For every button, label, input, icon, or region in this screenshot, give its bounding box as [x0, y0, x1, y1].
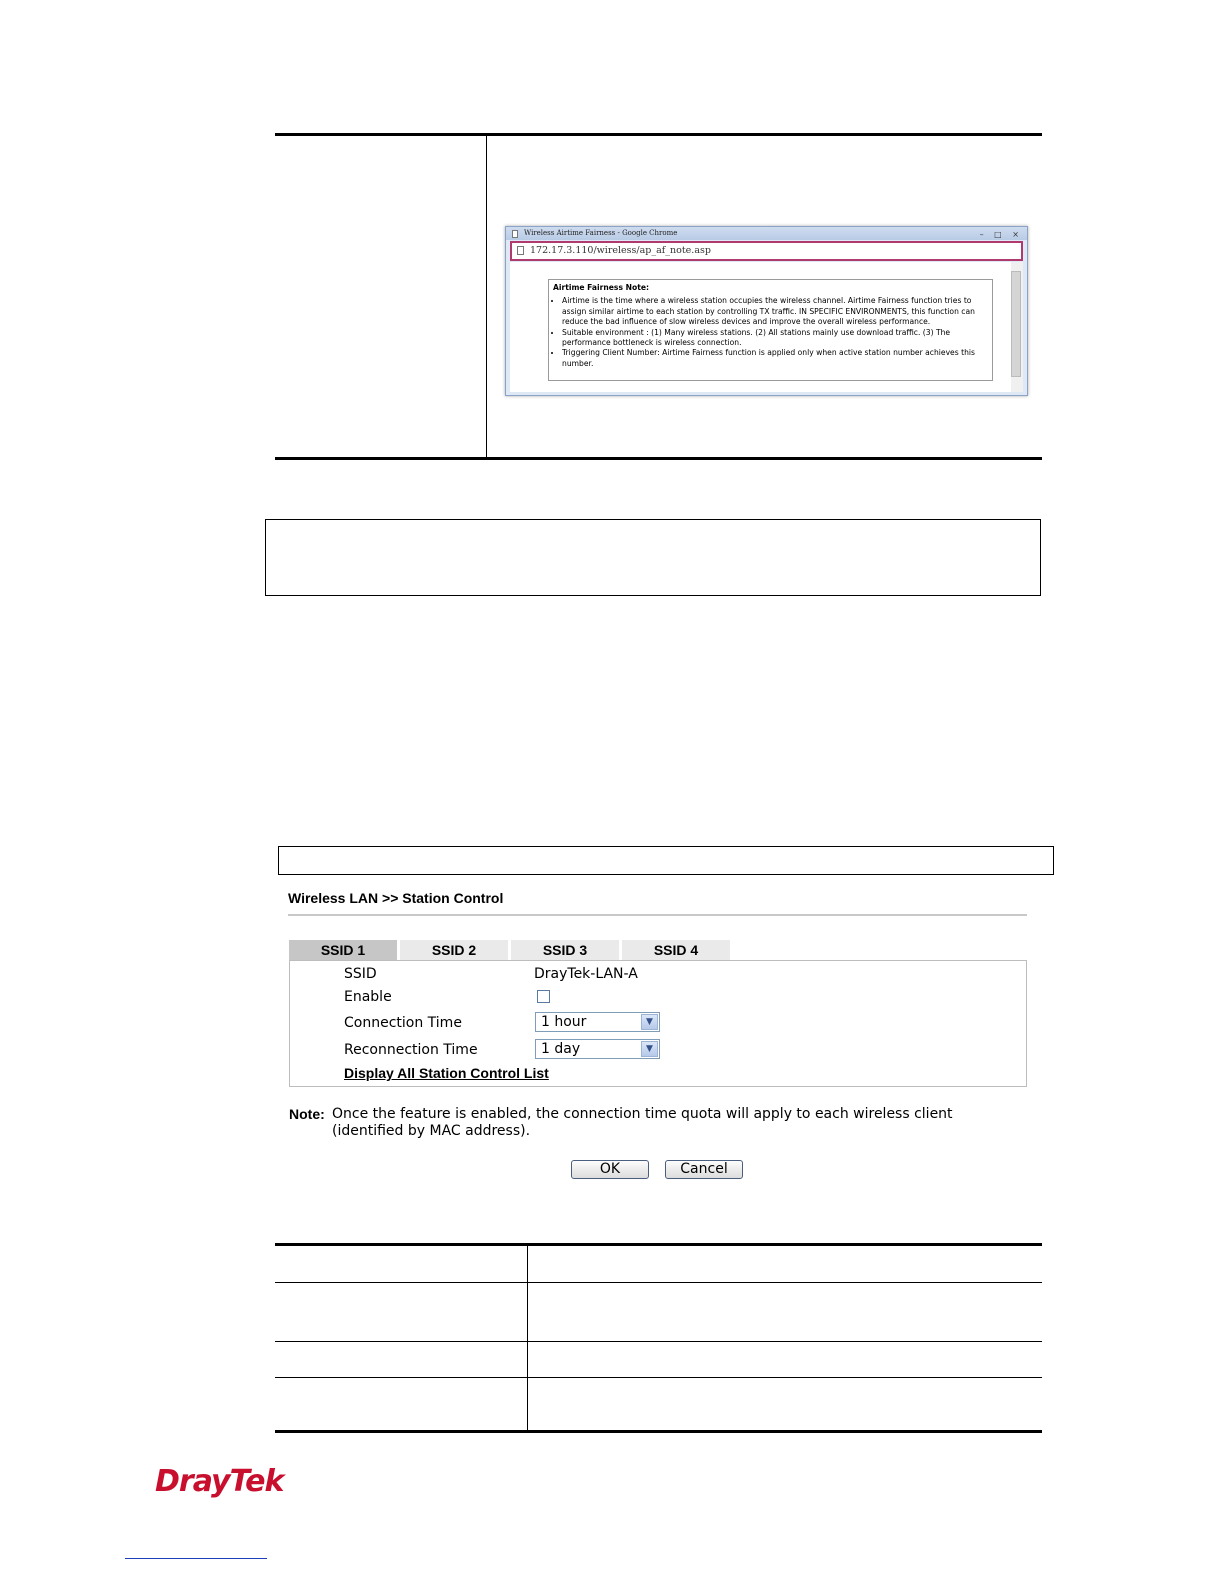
note-text: Once the feature is enabled, the connection time quota will apply to each wireless client (identified by MAC address).: [332, 1106, 953, 1139]
caption-frame: [278, 846, 1054, 875]
connection-time-select[interactable]: [535, 1012, 660, 1032]
draytek-logo: DrayTek: [155, 1464, 284, 1499]
reconnection-time-select[interactable]: [535, 1039, 660, 1059]
chevron-down-icon[interactable]: ▼: [641, 1041, 658, 1057]
address-bar[interactable]: [510, 241, 1023, 261]
enable-checkbox[interactable]: [537, 990, 550, 1003]
reconnection-time-value: 1 day: [541, 1041, 581, 1057]
reconnection-time-label: Reconnection Time: [344, 1042, 478, 1058]
table-column-divider: [486, 136, 487, 457]
breadcrumb: Wireless LAN >> Station Control: [288, 890, 504, 906]
scrollbar[interactable]: [1011, 271, 1021, 377]
table-column-divider: [527, 1246, 528, 1430]
tab-ssid-3[interactable]: SSID 3: [511, 940, 619, 961]
divider: [288, 914, 1027, 916]
page-icon: [512, 230, 518, 238]
list-item: • Airtime is the time where a wireless station occupies the wireless channel. Airtime Fairness function tries to assign similar airtime to each station by controlling TX traffic. IN SPECIFIC ENVIRONMENTS, this function can reduce the bad influence of slow wireless devices and improve the overall wireless performance.: [562, 296, 988, 327]
tab-ssid-2[interactable]: SSID 2: [400, 940, 508, 961]
ssid-value: DrayTek-LAN-A: [534, 966, 638, 982]
footer-link-underline: [125, 1558, 267, 1559]
window-controls[interactable]: – □ ×: [979, 230, 1023, 239]
popup-window-title: Wireless Airtime Fairness - Google Chrome: [524, 229, 678, 237]
display-station-list-link[interactable]: Display All Station Control List: [344, 1065, 549, 1081]
airtime-fairness-popup-window: [505, 226, 1028, 396]
note-title: Airtime Fairness Note:: [553, 283, 650, 292]
popup-content: [510, 262, 1023, 392]
enable-label: Enable: [344, 989, 392, 1005]
ssid-tabs: [289, 940, 733, 961]
list-item: • Triggering Client Number: Airtime Fairness function is applied only when active station number achieves this number.: [562, 348, 988, 369]
note-label: Note:: [289, 1106, 325, 1122]
airtime-fairness-note: [548, 279, 993, 381]
ssid-label: SSID: [344, 966, 377, 982]
tab-ssid-4[interactable]: SSID 4: [622, 940, 730, 961]
page-icon: [517, 246, 524, 255]
connection-time-value: 1 hour: [541, 1014, 587, 1030]
tab-ssid-1[interactable]: SSID 1: [289, 940, 397, 961]
popup-titlebar: [506, 227, 1027, 240]
table-row-divider: [275, 1282, 1042, 1283]
bottom-description-table: [275, 1243, 1042, 1433]
table-row-divider: [275, 1341, 1042, 1342]
note-list: [553, 296, 988, 369]
chevron-down-icon[interactable]: ▼: [641, 1014, 658, 1030]
info-box: [265, 519, 1041, 596]
connection-time-label: Connection Time: [344, 1015, 462, 1031]
popup-url: 172.17.3.110/wireless/ap_af_note.asp: [530, 245, 711, 256]
cancel-button[interactable]: Cancel: [665, 1160, 743, 1179]
table-row-divider: [275, 1377, 1042, 1378]
list-item: • Suitable environment : (1) Many wireless stations. (2) All stations mainly use download traffic. (3) The performance bottleneck is wireless connection.: [562, 328, 988, 349]
ok-button[interactable]: OK: [571, 1160, 649, 1179]
